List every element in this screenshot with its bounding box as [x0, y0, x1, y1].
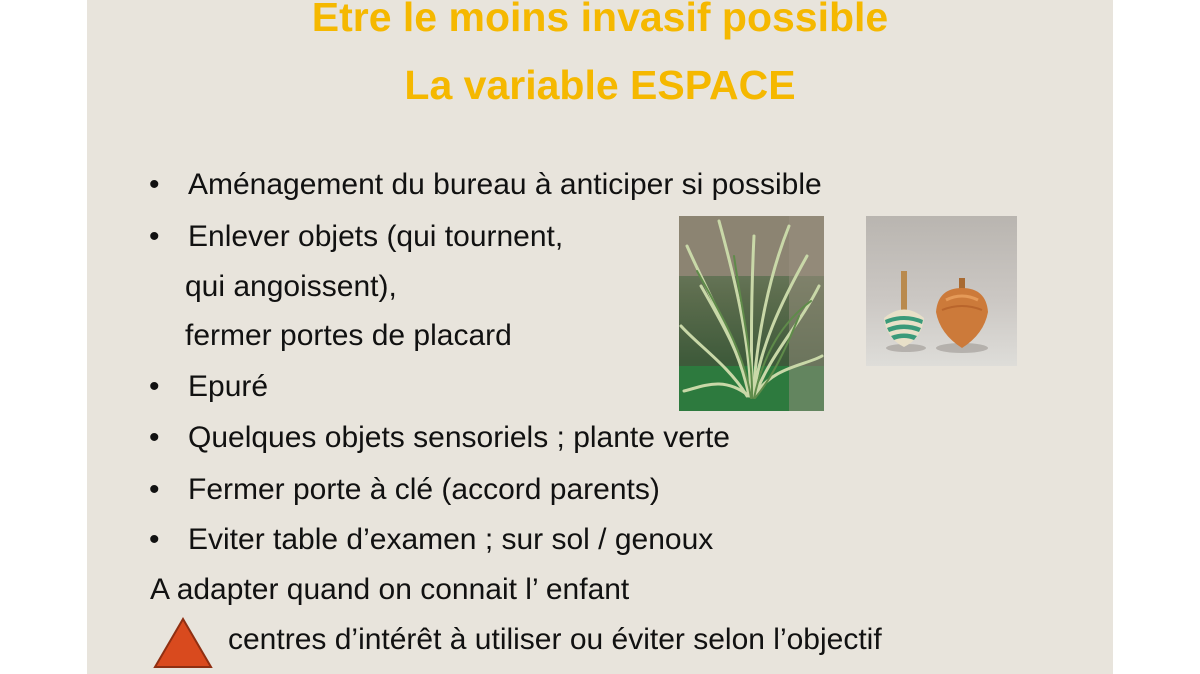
bullet-marker: • [149, 168, 160, 201]
warning-text: centres d’intérêt à utiliser ou éviter selon l’objectif [228, 623, 882, 656]
bullet-item: Quelques objets sensoriels ; plante verte [188, 421, 730, 454]
bullet-item: Fermer porte à clé (accord parents) [188, 473, 660, 506]
warning-triangle-icon [152, 616, 214, 670]
spinning-tops-photo [866, 216, 1017, 366]
bullet-item: Epuré [188, 370, 269, 403]
bullet-marker: • [149, 421, 160, 454]
slide-title-line-2: La variable ESPACE [404, 62, 796, 108]
bullet-continuation: fermer portes de placard [185, 319, 512, 352]
slide-title-line-1: Etre le moins invasif possible [311, 0, 889, 40]
bullet-item: Aménagement du bureau à anticiper si possible [188, 168, 822, 201]
potted-plant-photo [679, 216, 824, 411]
slide [87, 0, 1113, 674]
bullet-continuation: qui angoissent), [185, 270, 397, 303]
bullet-marker: • [149, 220, 160, 253]
bullet-item: Eviter table d’examen ; sur sol / genoux [188, 523, 714, 556]
bullet-item: Enlever objets (qui tournent, [188, 220, 564, 253]
adapt-note: A adapter quand on connait l’ enfant [150, 573, 630, 606]
bullet-marker: • [149, 473, 160, 506]
bullet-marker: • [149, 523, 160, 556]
bullet-marker: • [149, 370, 160, 403]
